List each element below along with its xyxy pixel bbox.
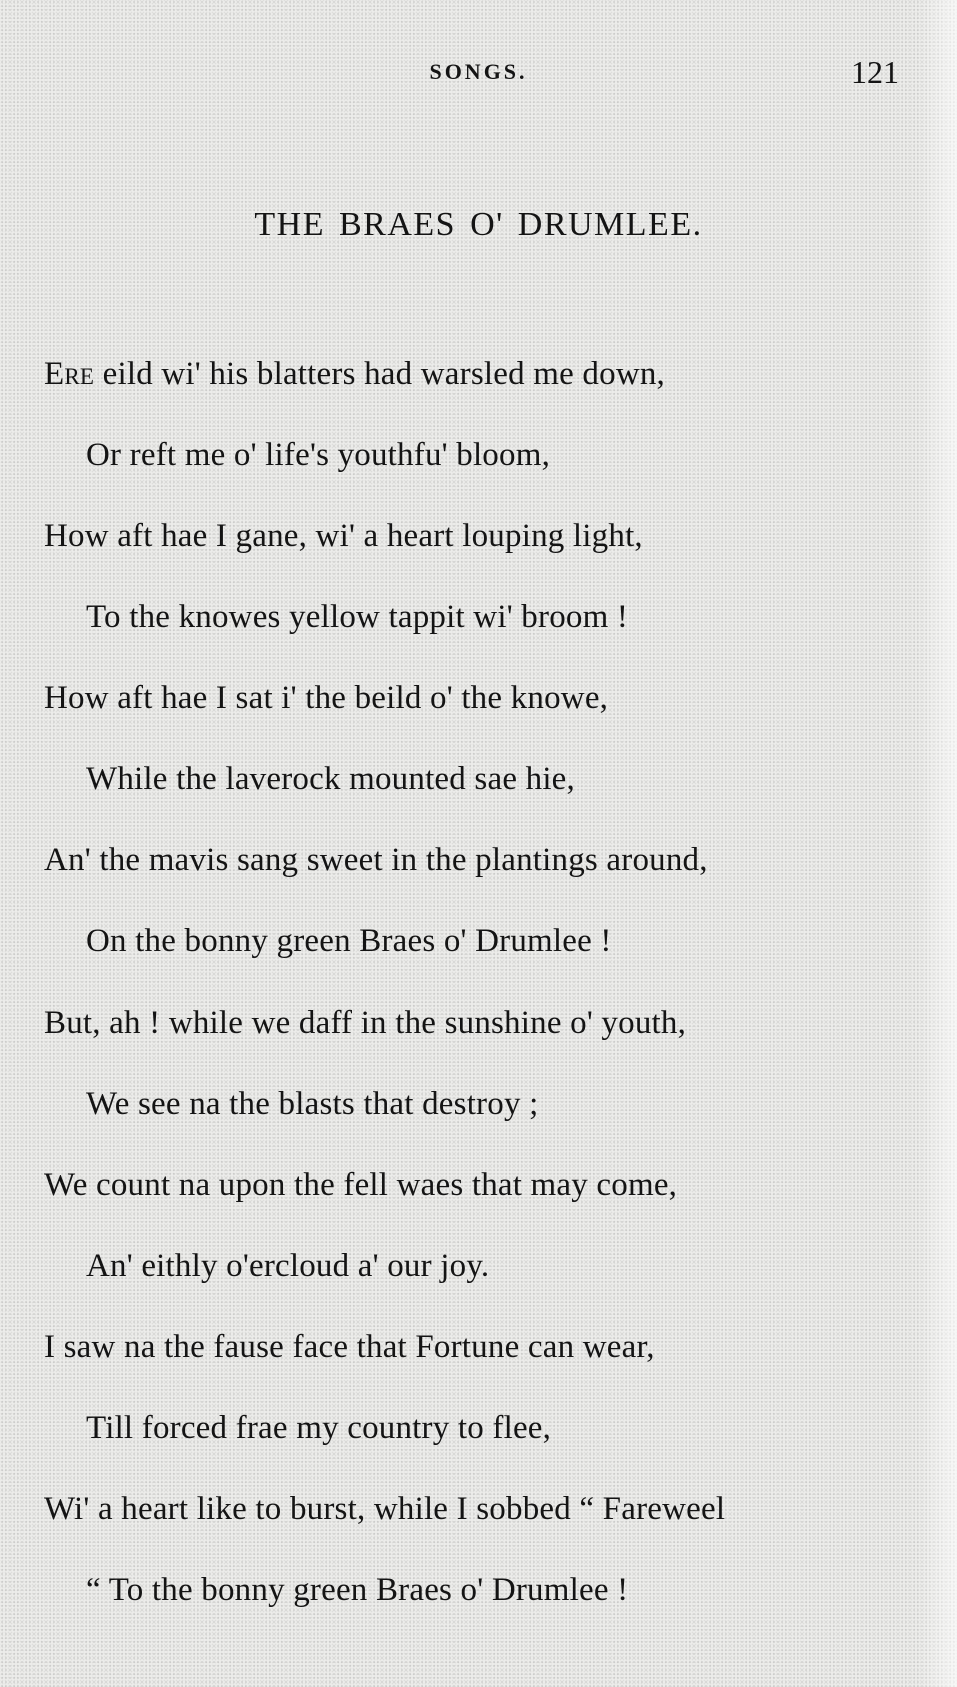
running-title: SONGS. (429, 59, 528, 84)
verse-line: Wi' a heart like to burst, while I sobbed “ Fareweel (44, 1491, 726, 1527)
verse-line: How aft hae I sat i' the beild o' the knowe, (44, 680, 609, 716)
initial-word: Ere (44, 356, 95, 392)
verse-line: How aft hae I gane, wi' a heart louping light, (44, 518, 643, 554)
verse-line: An' eithly o'ercloud a' our joy. (86, 1248, 490, 1284)
stanza-2 (44, 1001, 924, 1649)
stanza-1 (44, 352, 924, 1000)
verse-text: eild wi' his blatters had warsled me down, (94, 356, 665, 392)
running-head (0, 52, 957, 92)
verse-line: On the bonny green Braes o' Drumlee ! (86, 923, 612, 959)
verse-line: But, ah ! while we daff in the sunshine o' youth, (44, 1005, 687, 1041)
verse-line: “ To the bonny green Braes o' Drumlee ! (86, 1572, 629, 1608)
poem-title: THE BRAES O' DRUMLEE. (254, 206, 703, 243)
verse-line (44, 352, 924, 433)
verse-line: While the laverock mounted sae hie, (86, 761, 575, 797)
verse-line: Or reft me o' life's youthfu' bloom, (86, 437, 551, 473)
verse-line: I saw na the fause face that Fortune can wear, (44, 1329, 655, 1365)
verse-line: To the knowes yellow tappit wi' broom ! (86, 599, 629, 635)
verse-line: An' the mavis sang sweet in the plantings around, (44, 842, 708, 878)
verse-line: Till forced frae my country to flee, (86, 1410, 552, 1446)
verse-line: We count na upon the fell waes that may come, (44, 1167, 678, 1203)
page-number: 121 (851, 54, 899, 90)
verse-line: We see na the blasts that destroy ; (86, 1086, 539, 1122)
